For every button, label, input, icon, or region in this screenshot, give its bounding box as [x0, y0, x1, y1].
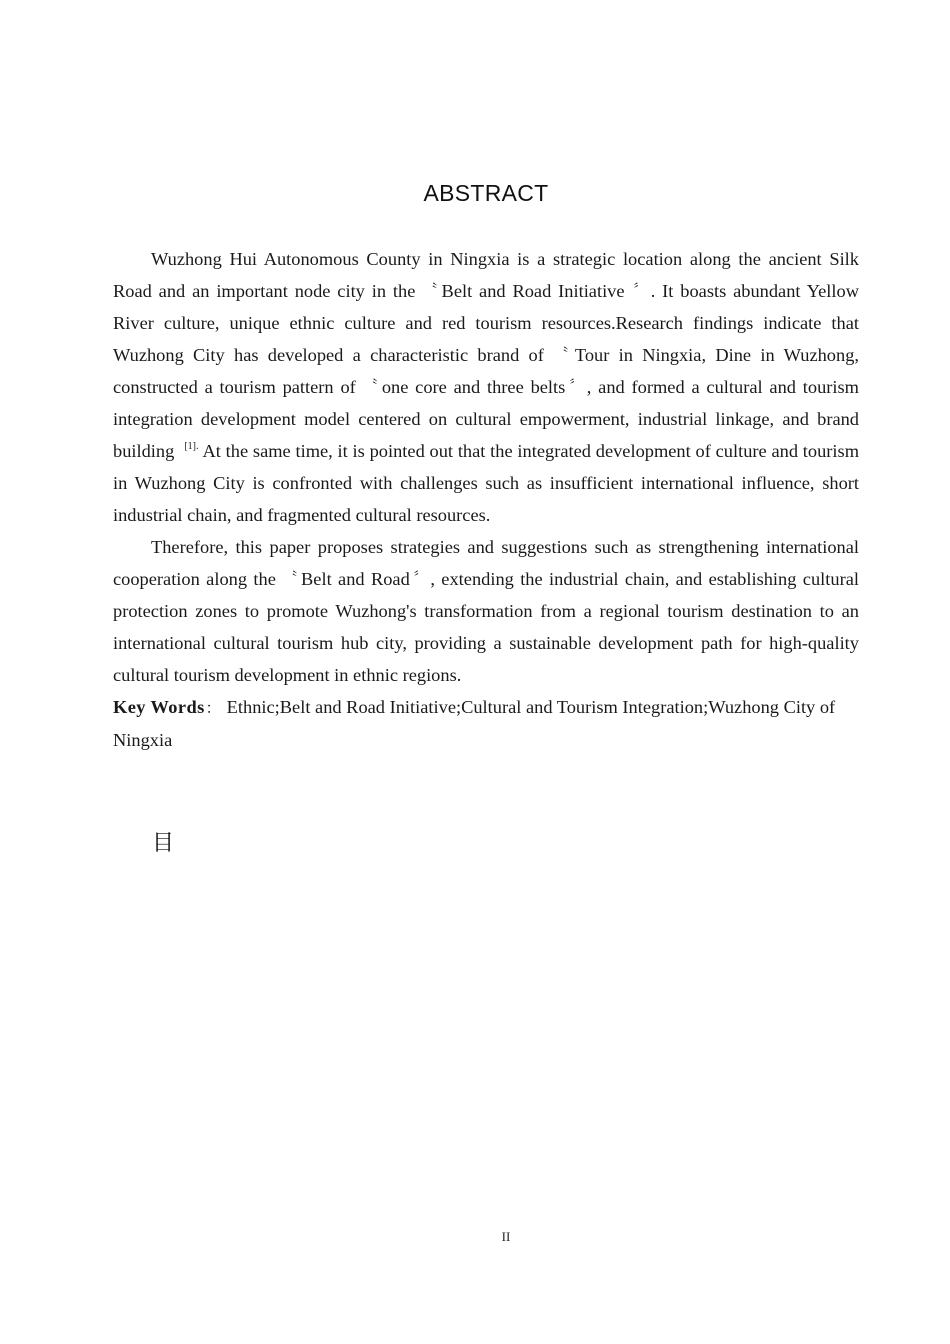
toc-heading: 目 [152, 831, 175, 856]
abstract-title: ABSTRACT [423, 180, 549, 206]
p2-text-2: , extending the industrial chain, and establishing cultural protection zones to promote Wuzhong's transformation from a regional tourism destination to an international cultural tourism hub city, providing a sustainable development path for high-quality cultural tourism development in ethnic regions. [113, 569, 859, 685]
page-number: II [501, 1229, 511, 1244]
keywords-label: Key Words [113, 697, 205, 717]
abstract-paragraph-1 [113, 243, 859, 531]
p2-quote-open: 〝 [284, 571, 300, 586]
p1-quote-2-open: 〝 [555, 347, 573, 362]
p1-quote-3-open: 〝 [364, 379, 380, 394]
p2-text-1: Therefore, this paper proposes strategies and suggestions such as strengthening international cooperation along the [113, 537, 859, 589]
citation-marker: [1]. [184, 441, 199, 452]
p1-quote-3-text: one core and three belts [381, 377, 566, 397]
p1-text-4: , and formed a cultural and tourism integration development model centered on cultural empowerment, industrial linkage, and brand building [113, 377, 859, 461]
p2-quote-close: 〞 [411, 571, 429, 586]
p1-quote-1-close: 〞 [633, 283, 649, 298]
keywords-line [113, 691, 859, 756]
p1-text-5: At the same time, it is pointed out that the integrated development of culture and tourism in Wuzhong City is confronted with challenges such as insufficient international influence, short industrial chain, and fragmented cultural resources. [113, 441, 859, 525]
abstract-body [113, 243, 859, 756]
keywords-values: Ethnic;Belt and Road Initiative;Cultural and Tourism Integration;Wuzhong City of Ningxia [113, 697, 836, 750]
p1-quote-2-text: Tour in Ningxia, Dine in Wuzhong, [574, 345, 859, 365]
p1-text-1: Wuzhong Hui Autonomous County in Ningxia is a strategic location along the ancient Silk Road and an important node city in the [113, 249, 859, 301]
p1-text-3: constructed a tourism pattern of [113, 377, 356, 397]
p1-quote-1-text: Belt and Road Initiative [441, 281, 625, 301]
keywords-separator: ： [205, 699, 221, 717]
abstract-paragraph-2 [113, 531, 859, 691]
p1-text-2: . It boasts abundant Yellow River culture, unique ethnic culture and red tourism resources.Research findings indicate that Wuzhong City has developed a characteristic brand of [113, 281, 859, 365]
p2-quote-text: Belt and Road [301, 569, 410, 589]
p1-quote-3-close: 〞 [567, 379, 585, 394]
p1-quote-1-open: 〝 [424, 283, 440, 298]
